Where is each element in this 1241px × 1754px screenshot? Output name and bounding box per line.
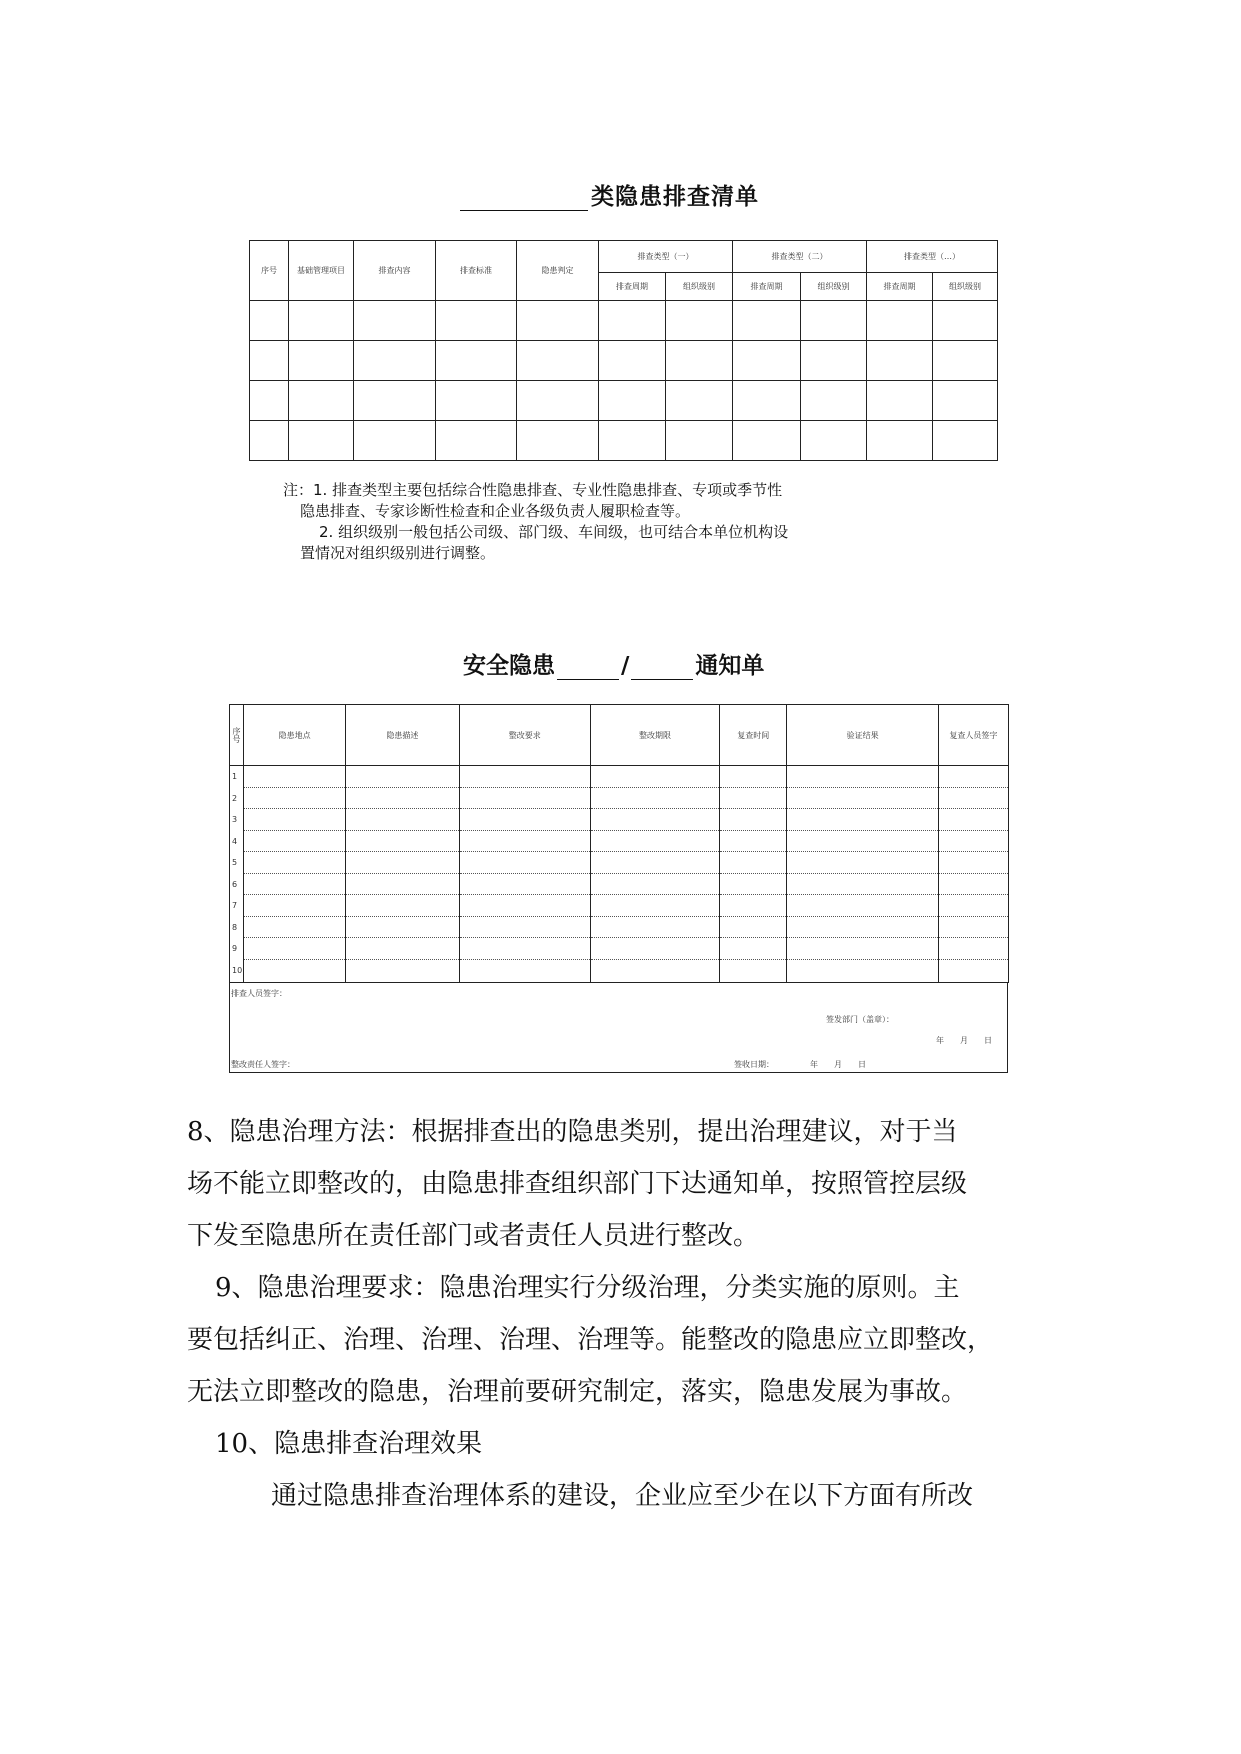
date-label: 年 月 日: [936, 1036, 992, 1045]
note-line: 隐患排查、专家诊断性检查和企业各级负责人履职检查等。: [300, 502, 691, 520]
title-blank-line: [631, 655, 693, 680]
paragraph-line: 10、隐患排查治理效果: [215, 1429, 483, 1459]
header-seq: 序号: [230, 705, 244, 766]
table-row: [250, 301, 998, 341]
notice-title: 安全隐患 / 通知单: [463, 653, 765, 679]
header-reviewer-signature: 复查人员签字: [938, 705, 1008, 766]
row-number: 6: [232, 879, 238, 889]
header-basic-item: 基础管理项目: [289, 241, 354, 301]
dotted-rows: [787, 766, 938, 983]
header-seq: 序号: [250, 241, 289, 301]
title-blank-line: [557, 655, 619, 680]
header-level: 组织级别: [666, 273, 733, 301]
paragraph-line: 场不能立即整改的，由隐患排查组织部门下达通知单，按照管控层级: [187, 1169, 968, 1199]
title-blank-line: [460, 186, 588, 211]
row-number: 4: [232, 836, 238, 846]
dotted-rows: [720, 766, 787, 983]
paragraph-line: 通过隐患排查治理体系的建设，企业应至少在以下方面有所改: [271, 1481, 974, 1511]
header-description: 隐患描述: [346, 705, 459, 766]
row-number: 3: [232, 815, 238, 824]
rectify-person-label: 整改责任人签字：: [231, 1060, 295, 1069]
paragraph-line: 要包括纠正、治理、治理、治理、治理等。能整改的隐患应立即整改，: [187, 1325, 994, 1355]
row-number: 5: [232, 858, 238, 867]
note-line: 置情况对组织级别进行调整。: [300, 544, 496, 562]
inspector-signature-label: 排查人员签字：: [231, 989, 287, 998]
row-number: 2: [232, 793, 238, 803]
header-type2: 排查类型（二）: [733, 241, 867, 273]
row-number: 10: [232, 965, 243, 975]
dotted-rows: [590, 766, 719, 983]
paragraph-line: 无法立即整改的隐患，治理前要研究制定，落实，隐患发展为事故。: [187, 1377, 968, 1407]
header-review-time: 复查时间: [720, 705, 787, 766]
header-type3: 排查类型（…）: [867, 241, 998, 273]
dotted-rows: [244, 766, 346, 983]
header-type1: 排查类型（一）: [599, 241, 733, 273]
header-deadline: 整改期限: [590, 705, 719, 766]
row-number: 8: [232, 922, 238, 932]
dotted-rows: [938, 766, 1008, 983]
header-requirement: 整改要求: [459, 705, 590, 766]
row-number: 9: [232, 944, 238, 953]
issuing-dept-label: 签发部门（盖章）：: [826, 1015, 894, 1024]
row-number: 7: [232, 901, 238, 910]
checklist-table: [249, 240, 998, 461]
notice-table: [229, 704, 1009, 983]
table-row: [250, 421, 998, 461]
table-row: [250, 381, 998, 421]
row-number: 1: [232, 772, 238, 781]
header-standard: 排查标准: [436, 241, 517, 301]
paragraph-line: 下发至隐患所在责任部门或者责任人员进行整改。: [187, 1221, 760, 1251]
header-level: 组织级别: [933, 273, 998, 301]
header-content: 排查内容: [354, 241, 436, 301]
notice-footer: [229, 983, 1008, 1073]
header-cycle: 排查周期: [867, 273, 933, 301]
note-line: 注：1. 排查类型主要包括综合性隐患排查、专业性隐患排查、专项或季节性: [283, 481, 783, 499]
header-cycle: 排查周期: [599, 273, 666, 301]
header-hazard-judgment: 隐患判定: [517, 241, 599, 301]
dotted-rows: [459, 766, 590, 983]
body-text: [187, 1106, 1053, 1522]
paragraph-line: 8、隐患治理方法：根据排查出的隐患类别，提出治理建议，对于当: [187, 1117, 958, 1147]
dotted-rows: [346, 766, 459, 983]
header-cycle: 排查周期: [733, 273, 801, 301]
header-verification: 验证结果: [787, 705, 938, 766]
checklist-notes: [283, 480, 903, 564]
note-line: 2. 组织级别一般包括公司级、部门级、车间级，也可结合本单位机构设: [319, 523, 789, 541]
date-label: 年 月 日: [810, 1060, 866, 1069]
table-row: [250, 341, 998, 381]
checklist-title: 类隐患排查清单: [460, 178, 759, 211]
paragraph-line: 9、隐患治理要求：隐患治理实行分级治理，分类实施的原则。主: [215, 1273, 960, 1303]
header-level: 组织级别: [801, 273, 867, 301]
header-location: 隐患地点: [244, 705, 346, 766]
sign-date-label: 签收日期：: [734, 1060, 774, 1069]
row-numbers: [230, 766, 244, 983]
